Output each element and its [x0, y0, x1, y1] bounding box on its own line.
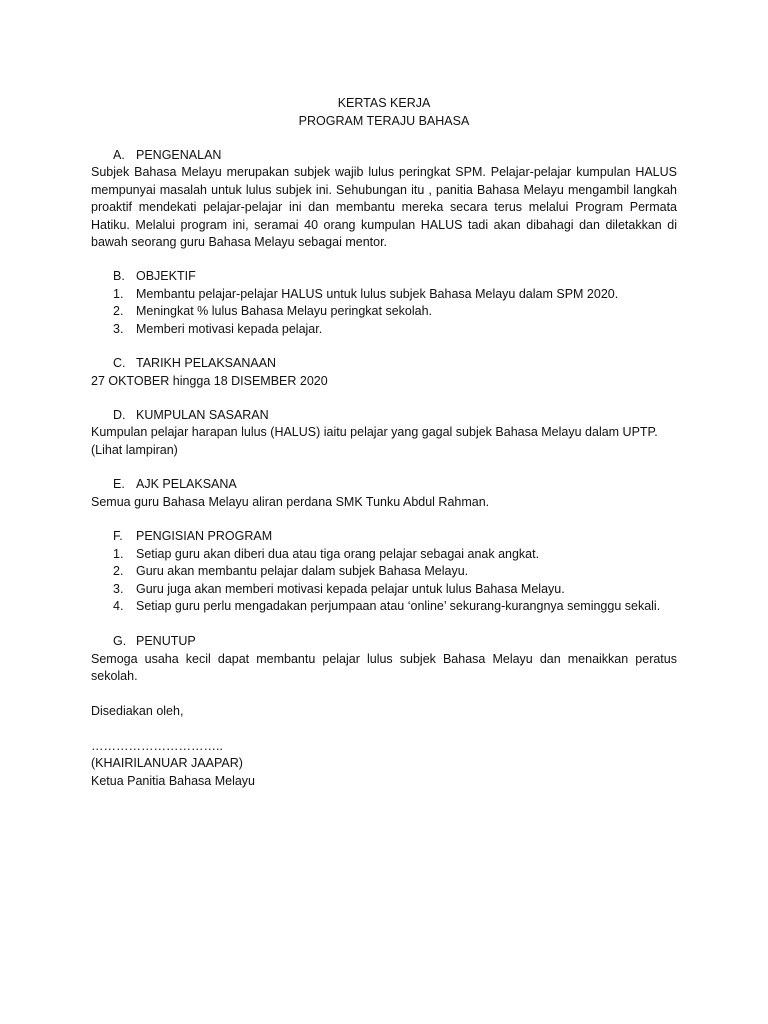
- objective-item: Meningkat % lulus Bahasa Melayu peringkat sekolah.: [136, 304, 433, 318]
- section-a-paragraph-line: Subjek Bahasa Melayu merupakan subjek wajib lulus peringkat SPM. Pelajar-pelajar kumpulan HALUS: [91, 165, 677, 179]
- objective-item: Memberi motivasi kepada pelajar.: [136, 322, 323, 336]
- document-subtitle: PROGRAM TERAJU BAHASA: [298, 114, 470, 128]
- objective-number: 3.: [113, 322, 124, 336]
- section-b-letter: B.: [113, 269, 125, 283]
- section-a-title: PENGENALAN: [136, 148, 222, 162]
- section-e-title: AJK PELAKSANA: [136, 477, 237, 491]
- closing-paragraph-line: sekolah.: [91, 669, 138, 683]
- program-item: Guru akan membantu pelajar dalam subjek Bahasa Melayu.: [136, 564, 469, 578]
- signatory-position: Ketua Panitia Bahasa Melayu: [91, 774, 255, 788]
- program-item: Setiap guru perlu mengadakan perjumpaan atau ‘online’ sekurang-kurangnya seminggu sekali.: [136, 599, 661, 613]
- signature-line: …………………………..: [91, 739, 223, 753]
- section-c-title: TARIKH PELAKSANAAN: [136, 356, 277, 370]
- section-f-title: PENGISIAN PROGRAM: [136, 529, 273, 543]
- program-number: 1.: [113, 547, 124, 561]
- program-item: Setiap guru akan diberi dua atau tiga orang pelajar sebagai anak angkat.: [136, 547, 540, 561]
- objective-item: Membantu pelajar-pelajar HALUS untuk lulus subjek Bahasa Melayu dalam SPM 2020.: [136, 287, 619, 301]
- section-g-letter: G.: [113, 634, 127, 648]
- implementation-date: 27 OKTOBER hingga 18 DISEMBER 2020: [91, 374, 328, 388]
- objective-number: 1.: [113, 287, 124, 301]
- section-f-letter: F.: [113, 529, 123, 543]
- prepared-by-label: Disediakan oleh,: [91, 704, 184, 718]
- section-a-letter: A.: [113, 148, 125, 162]
- target-group-text: Kumpulan pelajar harapan lulus (HALUS) iaitu pelajar yang gagal subjek Bahasa Melayu dalam UPTP.: [91, 425, 658, 439]
- section-d-letter: D.: [113, 408, 126, 422]
- closing-paragraph-line: Semoga usaha kecil dapat membantu pelajar lulus subjek Bahasa Melayu dan menaikkan peratus: [91, 652, 677, 666]
- section-b-title: OBJEKTIF: [136, 269, 196, 283]
- section-g-title: PENUTUP: [136, 634, 196, 648]
- section-a-paragraph-line: proaktif mendekati pelajar-pelajar ini dan membantu mereka secara terus melalui Program Permata: [91, 200, 677, 214]
- section-e-letter: E.: [113, 477, 125, 491]
- program-item: Guru juga akan memberi motivasi kepada pelajar untuk lulus Bahasa Melayu.: [136, 582, 565, 596]
- section-a-paragraph-line: mempunyai masalah untuk lulus subjek ini. Sehubungan itu , panitia Bahasa Melayu mengambil langkah: [91, 183, 677, 197]
- program-number: 3.: [113, 582, 124, 596]
- program-number: 4.: [113, 599, 124, 613]
- committee-text: Semua guru Bahasa Melayu aliran perdana SMK Tunku Abdul Rahman.: [91, 495, 490, 509]
- section-d-title: KUMPULAN SASARAN: [136, 408, 269, 422]
- objective-number: 2.: [113, 304, 124, 318]
- program-number: 2.: [113, 564, 124, 578]
- signatory-name: (KHAIRILANUAR JAAPAR): [91, 756, 243, 770]
- target-group-note: (Lihat lampiran): [91, 443, 178, 457]
- section-c-letter: C.: [113, 356, 126, 370]
- document-title: KERTAS KERJA: [337, 96, 431, 110]
- section-a-paragraph-line: Hatiku. Melalui program ini, seramai 40 orang kumpulan HALUS tadi akan dibahagi dan diletakkan di: [91, 218, 677, 232]
- section-a-paragraph-line: bawah seorang guru Bahasa Melayu sebagai mentor.: [91, 235, 388, 249]
